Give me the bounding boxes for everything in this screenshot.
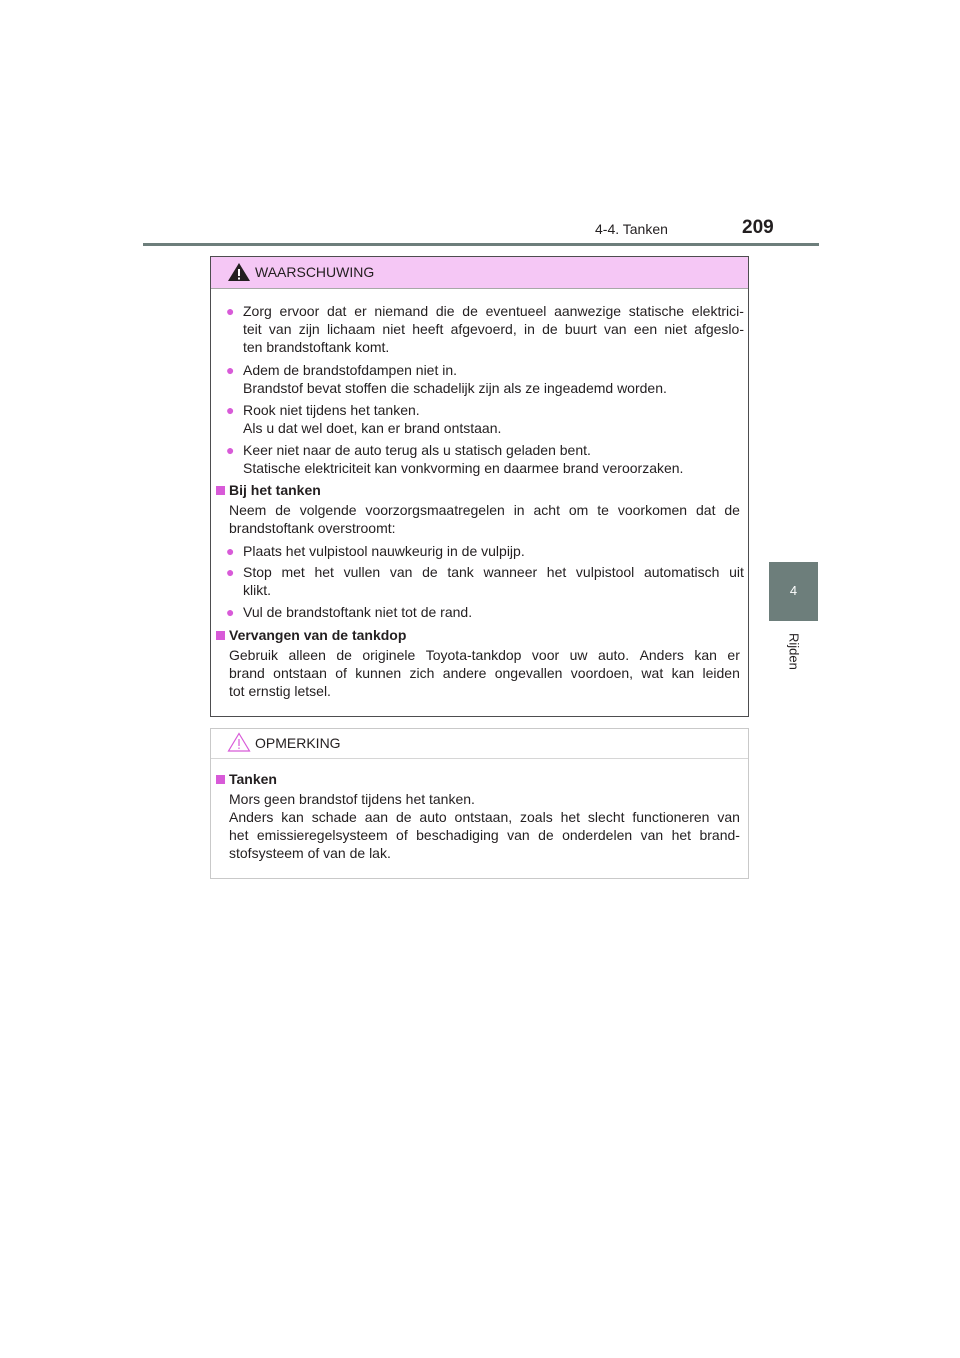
text-line: Stop met het vullen van de tank wanneer het vulpistool automatisch uit <box>243 564 744 580</box>
text-line: stofsysteem of van de lak. <box>229 845 391 861</box>
section-heading: Bij het tanken <box>229 482 321 498</box>
text-line: Neem de volgende voorzorgsmaatregelen in acht om te voorkomen dat de <box>229 502 740 518</box>
text-line: klikt. <box>243 582 271 598</box>
text-line: Zorg ervoor dat er niemand die de eventueel aanwezige statische elektrici- <box>243 303 744 319</box>
chapter-label-wrap <box>782 633 806 683</box>
bullet-dot-icon: ● <box>226 564 235 580</box>
text-line: brandstoftank overstroomt: <box>229 520 396 536</box>
text-line: ten brandstoftank komt. <box>243 339 390 355</box>
text-line: brand ontstaan of kunnen zich andere ongevallen voordoen, wat kan leiden <box>229 665 740 681</box>
section-heading: Tanken <box>229 771 277 787</box>
text-line: Mors geen brandstof tijdens het tanken. <box>229 791 475 807</box>
section-square-icon <box>216 775 225 784</box>
text-line: Adem de brandstofdampen niet in. <box>243 362 458 378</box>
text-line: Rook niet tijdens het tanken. <box>243 402 420 418</box>
section-square-icon <box>216 486 225 495</box>
bullet-dot-icon: ● <box>226 402 235 418</box>
chapter-tab <box>769 562 818 621</box>
text-line: Vul de brandstoftank niet tot de rand. <box>243 604 473 620</box>
warning-header <box>211 257 748 289</box>
warning-box <box>210 256 749 717</box>
text-line: Als u dat wel doet, kan er brand ontstaan. <box>243 420 502 436</box>
chapter-label: Rijden <box>786 633 802 670</box>
chapter-number: 4 <box>789 583 798 598</box>
text-line: teit van zijn lichaam niet heeft afgevoerd, in de buurt van een niet afgeslo- <box>243 321 744 337</box>
page-number: 209 <box>742 217 774 238</box>
bullet-dot-icon: ● <box>226 362 235 378</box>
text-line: het emissieregelsysteem of beschadiging van de onderdelen van het brand- <box>229 827 740 843</box>
header-rule <box>143 243 819 246</box>
text-line: Brandstof bevat stoffen die schadelijk zijn als ze ingeademd worden. <box>243 380 667 396</box>
text-line: Keer niet naar de auto terug als u statisch geladen bent. <box>243 442 591 458</box>
text-line: Statische elektriciteit kan vonkvorming en daarmee brand veroorzaken. <box>243 460 684 476</box>
bullet-dot-icon: ● <box>226 303 235 319</box>
note-title: OPMERKING <box>255 735 341 751</box>
text-line: Anders kan schade aan de auto ontstaan, zoals het slecht functioneren van <box>229 809 740 825</box>
section-heading: Vervangen van de tankdop <box>229 627 407 643</box>
warning-title: WAARSCHUWING <box>255 264 375 280</box>
text-line: tot ernstig letsel. <box>229 683 331 699</box>
bullet-dot-icon: ● <box>226 442 235 458</box>
note-header <box>211 729 748 759</box>
caution-triangle-icon <box>227 732 251 752</box>
bullet-dot-icon: ● <box>226 543 235 559</box>
note-box <box>210 728 749 879</box>
warning-triangle-icon <box>227 262 251 282</box>
text-line: Plaats het vulpistool nauwkeurig in de vulpijp. <box>243 543 525 559</box>
section-title: 4-4. Tanken <box>595 221 668 237</box>
bullet-dot-icon: ● <box>226 604 235 620</box>
section-square-icon <box>216 631 225 640</box>
text-line: Gebruik alleen de originele Toyota-tankdop voor uw auto. Anders kan er <box>229 647 740 663</box>
